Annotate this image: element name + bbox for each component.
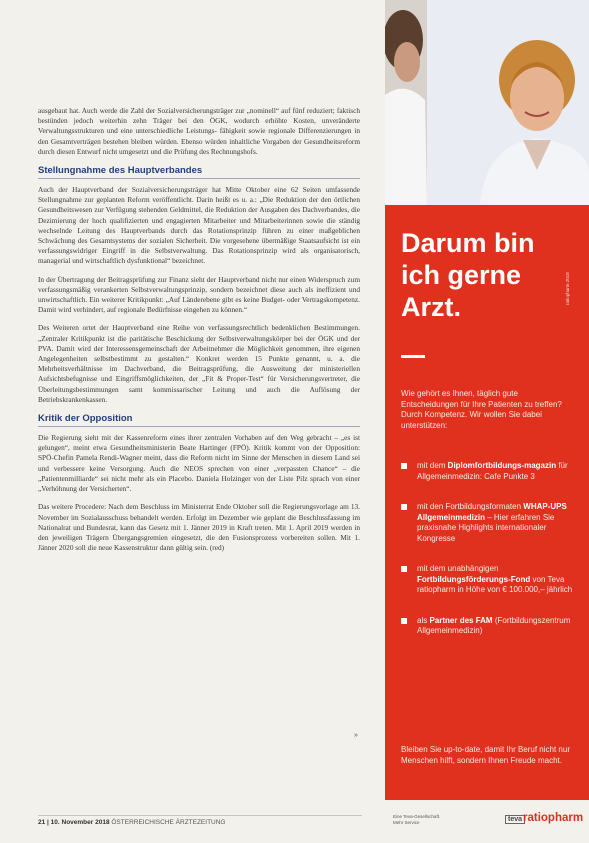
ad-footer [385, 800, 589, 843]
list-item-text: mit den Fortbildungsformaten WHAP-UPS Allgemeinmedizin – Hier erfahren Sie praxisnahe Highlights internationaler Kongresse [417, 502, 567, 543]
ad-red-panel [385, 205, 589, 800]
square-bullet-icon [401, 618, 407, 624]
ad-vertical-code: ratiopharm 2018 [565, 272, 570, 305]
ad-divider [401, 355, 425, 358]
footer-publication: ÖSTERREICHISCHE ÄRZTEZEITUNG [111, 819, 226, 826]
section-heading-statement: Stellungnahme des Hauptverbandes [38, 165, 360, 179]
article-column [38, 106, 360, 561]
teva-logo: teva [505, 815, 525, 824]
paragraph: Des Weiteren ortet der Hauptverband eine Reihe von verfassungsrechtlich bedenklichen Bestimmungen. „Zentraler Kritikpunkt ist die paritätische Beschickung der Selbstverwaltungskörper bei der ÖGK und der PVA. Damit wird der Interessensgemeinschaft der Arbeitnehmer die Möglichkeit genommen, ihre eigenen Angelegenheiten selbstbestimmt zu gestalten.“ Konkret werden 15 Punkte genannt, u. a. die Mehrheitsverhältnisse im Dachverband, die Beitragsprüfung, die Ausweitung der ministeriellen Aufsichtsbefugnisse und Eingriffsmöglichkeiten, der „Fit & Proper-Test“ für Versicherungsvertreter, die Überleitungsbestimmungen samt kommissarischer Leitung und auch die Auflösung der Betriebskrankenkassen. [38, 323, 360, 404]
ratiopharm-logo: ratiopharm [523, 812, 584, 824]
list-item-text: als Partner des FAM (Fortbildungszentrum Allgemeinmedizin) [417, 615, 571, 635]
ad-tagline: Eine Teva-Gesellschaft. Mehr Service [393, 814, 441, 825]
page-footer [38, 815, 362, 826]
square-bullet-icon [401, 504, 407, 510]
list-item [401, 502, 581, 544]
list-item-text: mit dem Diplomfortbildungs-magazin für Allgemeinmedizin: Cafe Punkte 3 [417, 461, 568, 481]
advertisement [385, 0, 589, 843]
doctor-photo-illustration [385, 0, 589, 205]
paragraph: Auch der Hauptverband der Sozialversicherungsträger hat Mitte Oktober eine 62 Seiten umfassende Stellungnahme zur geplanten Reform veröffentlicht. Darin heißt es u. a.: „Die Reduktion der den örtlichen Gesundheitswesen zur Verfügung stehenden Geldmittel, die Reduktion der Ausgaben des Dachverbandes, die Dezimierung der hoch qualifizierten und engagierten Mitarbeiter und Mitarbeiterinnen sowie die ständig wechselnde Leitung des Hauptverbands durch das Rotationsprinzip führen zu einer maßgeblichen Schwächung des Gesamtsystems der sozialen Sicherheit. Die vorgesehene übermäßige Staatsaufsicht ist ein verfassungswidriger Eingriff in die Selbstverwaltung. Das Rotationsprinzip wird als organisatorisch, managerial und wirtschaftlich dysfunktional“ bezeichnet. [38, 185, 360, 266]
ad-outro: Bleiben Sie up-to-date, damit Ihr Beruf nicht nur Menschen hilft, sondern Ihnen Freude macht. [401, 745, 570, 765]
list-item [401, 461, 581, 482]
ad-benefit-list [401, 461, 581, 657]
ad-headline: Darum bin ich gerne Arzt. [401, 228, 535, 322]
paragraph: In der Übertragung der Beitragsprüfung zur Finanz sieht der Hauptverband nicht nur einen Widerspruch zum verfassungsmäßig verankerten Selbstverwaltungsprinzip, sondern bezeichnet diese auch als ineffizient und unwirtschaftlich. Ein weiterer Kritikpunkt: „Auf Länderebene gibt es keine Budget- oder Vertragskompetenz. Damit wird verhindert, auf regionale Bedürfnisse eingehen zu können.“ [38, 274, 360, 315]
list-item [401, 616, 581, 637]
square-bullet-icon [401, 566, 407, 572]
list-item-text: mit dem unabhängigen Fortbildungsförderungs-Fond von Teva ratiopharm in Höhe von € 100.000,– jährlich [417, 564, 573, 594]
paragraph: Das weitere Procedere: Nach dem Beschluss im Ministerrat Ende Oktober soll die Regierungsvorlage am 13. November im Sozialausschuss behandelt werden. Erfolgt im Dezember wie geplant die Beschlussfassung im Nationalrat und Bundesrat, kann das Gesetz mit 1. Jänner 2019 in Kraft treten. Mit 1. April 2019 werden in den jeweiligen Trägern Übergangsgremien eingesetzt, die den Fusionsprozess vorbereiten sollen. Mit 1. Jänner 2020 soll die neue Kassenstruktur dann gültig sein. (red) [38, 502, 360, 553]
list-item [401, 564, 581, 596]
ad-intro: Wie gehört es Ihnen, täglich gute Entscheidungen für Ihre Patienten zu treffen? Durch Kompetenz. Wir wollen Sie dabei unterstützen: [401, 389, 562, 430]
square-bullet-icon [401, 463, 407, 469]
paragraph: Die Regierung sieht mit der Kassenreform eines ihrer zentralen Vorhaben auf den Weg gebracht – „es ist gelungen“, meint etwa Gesundheitsministerin Beate Hartinger (FPÖ). Kritik kommt von der Opposition: SPÖ-Chefin Pamela Rendi-Wagner meint, dass die Reform nicht im Sinne der Menschen in diesem Land sei und verbessere keine Versorgung. Auch die NEOS sprechen von einer „verpassten Chance“ – die „Patientenmilliarde“ sei nicht mehr als ein Placebo. Daniela Holzinger von der Liste Pilz sprach von einer „Verhöhnung der Versicherten“. [38, 433, 360, 494]
article-intro: ausgebaut hat. Auch werde die Zahl der Sozialversicherungsträger zur „nominell“ auf fünf reduziert; faktisch bestünden jedoch weiterhin zehn Träger bei den ÖGK, wodurch erhöhte Kosten, unveränderte Verwaltungsstrukturen und eine unterschiedliche Leistungs- fähigkeit sowie regionale Differenzierungen in den Gesamtverträgen bestehen bleiben würden. Ebenso würden inhaltliche Vorgaben der Gesundheitsreform durch diesen Entwurf nicht umgesetzt und die Prüfung des Rechnungshofs. [38, 106, 360, 156]
footer-page-number: 21 | 10. November 2018 [38, 819, 110, 826]
continue-marker: » [354, 732, 358, 739]
section-heading-opposition: Kritik der Opposition [38, 413, 360, 427]
doctor-photo [385, 0, 589, 205]
